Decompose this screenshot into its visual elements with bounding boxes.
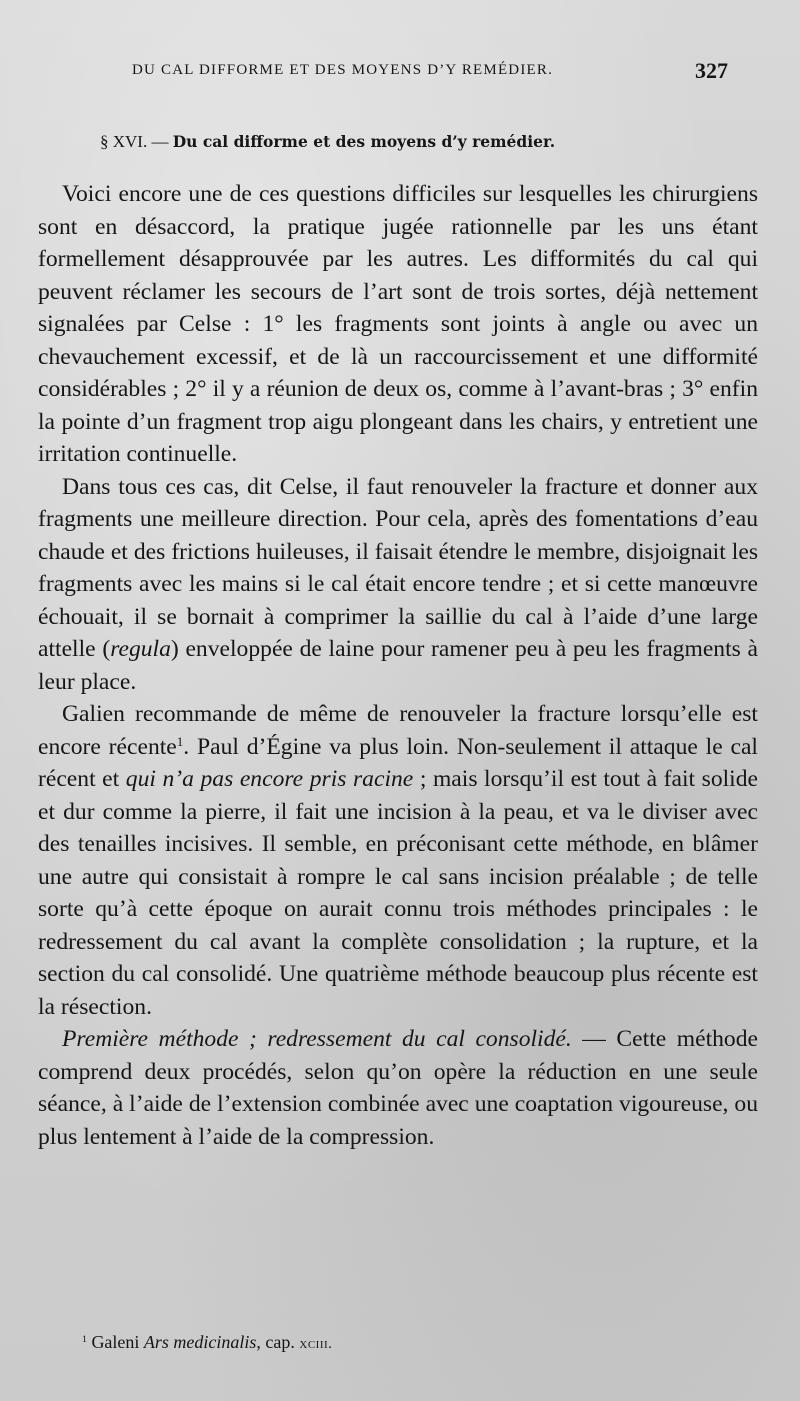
paragraph-3-text-c: ; mais lorsqu’il est tout à fait solide et dur comme la pierre, il fait une incision à la peau, et va le diviser avec des tenailles incisives. Il semble, en préconisant cette méthode, en blâmer une autre qui consistait à rompre le cal sans incision préalable ; de telle sorte qu’à cette époque on aurait connu trois méthodes principales : le redressement du cal avant la complète consolidation ; la rupture, et la section du cal consolidé. Une quatrième méthode beaucoup plus récente est la résection. <box>38 766 758 1020</box>
footnote <box>82 1332 332 1353</box>
section-heading <box>100 132 720 152</box>
running-title: DU CAL DIFFORME ET DES MOYENS D’Y REMÉDIER. <box>132 62 554 78</box>
paragraph-4-italic: Première méthode ; redressement du cal consolidé. <box>62 1026 572 1052</box>
footnote-reference: 1 <box>176 733 184 749</box>
running-head <box>40 58 730 88</box>
footnote-prefix: Galeni <box>91 1332 140 1352</box>
paragraph-4-text: — Cette méthode comprend deux procédés, selon qu’on opère la réduction en une seule séance, à l’aide de l’extension combinée avec une coaptation vigoureuse, ou plus lentement à l’aide de la compression. <box>38 1026 758 1150</box>
footnote-chapter: xciii. <box>299 1336 333 1352</box>
footnote-marker: 1 <box>82 1334 87 1346</box>
paragraph-1-text: Voici encore une de ces questions difficiles sur lesquelles les chirurgiens sont en désaccord, la pratique jugée rationnelle par les uns étant formellement désapprouvée par les autres. Les difformités du cal qui peuvent réclamer les secours de l’art sont de trois sortes, déjà nettement signalées par Celse : 1° les fragments sont joints à angle ou avec un chevauchement excessif, et de là un raccourcissement et une difformité considérables ; 2° il y a réunion de deux os, comme à l’avant-bras ; 3° enfin la pointe d’un fragment trop aigu plongeant dans les chairs, y entretient une irritation continuelle. <box>38 181 758 467</box>
footnote-italic: Ars medicinalis <box>143 1332 257 1352</box>
paragraph-3-text-a: Galien recommande de même de renouveler la fracture lorsqu’elle est encore récente <box>38 701 758 760</box>
body-text <box>38 178 758 1153</box>
footnote-suffix: , cap. <box>256 1332 295 1352</box>
paragraph-3 <box>38 698 758 1023</box>
page-number: 327 <box>695 58 728 83</box>
paragraph-4 <box>38 1023 758 1153</box>
paragraph-1 <box>38 178 758 471</box>
paragraph-2-text-a: Dans tous ces cas, dit Celse, il faut renouveler la fracture et donner aux fragments une meilleure direction. Pour cela, après des fomentations d’eau chaude et des frictions huileuses, il faisait étendre le membre, disjoignait les fragments avec les mains si le cal était encore tendre ; et si cette manœuvre échouait, il se bornait à comprimer la saillie du cal à l’aide d’une large attelle ( <box>38 473 758 662</box>
paragraph-2-italic: regula <box>110 636 171 662</box>
paragraph-2-text-b: ) enveloppée de laine pour ramener peu à peu les fragments à leur place. <box>38 636 758 695</box>
paragraph-3-italic: qui n’a pas encore pris racine <box>125 766 414 792</box>
section-title: Du cal difforme et des moyens d’y remédier. <box>172 132 556 151</box>
section-number: § XVI. — <box>100 132 169 151</box>
paragraph-3-text-b: . Paul d’Égine va plus loin. Non-seulement il attaque le cal récent et <box>38 733 758 792</box>
paragraph-2 <box>38 471 758 699</box>
